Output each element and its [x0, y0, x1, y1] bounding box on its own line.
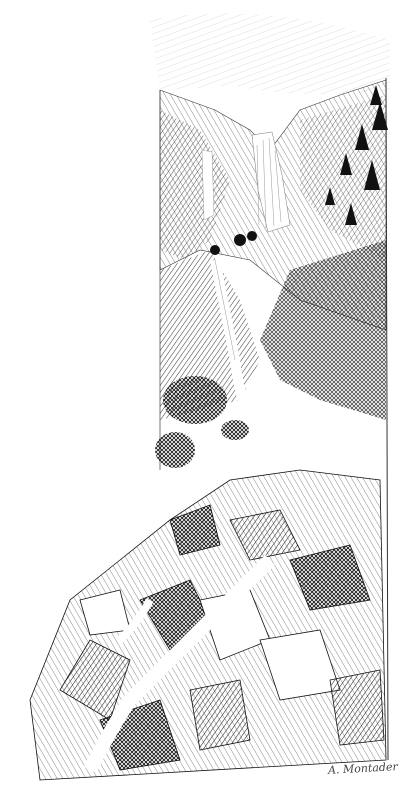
artist-signature: A. Montader: [327, 760, 398, 777]
sky: [150, 13, 390, 94]
